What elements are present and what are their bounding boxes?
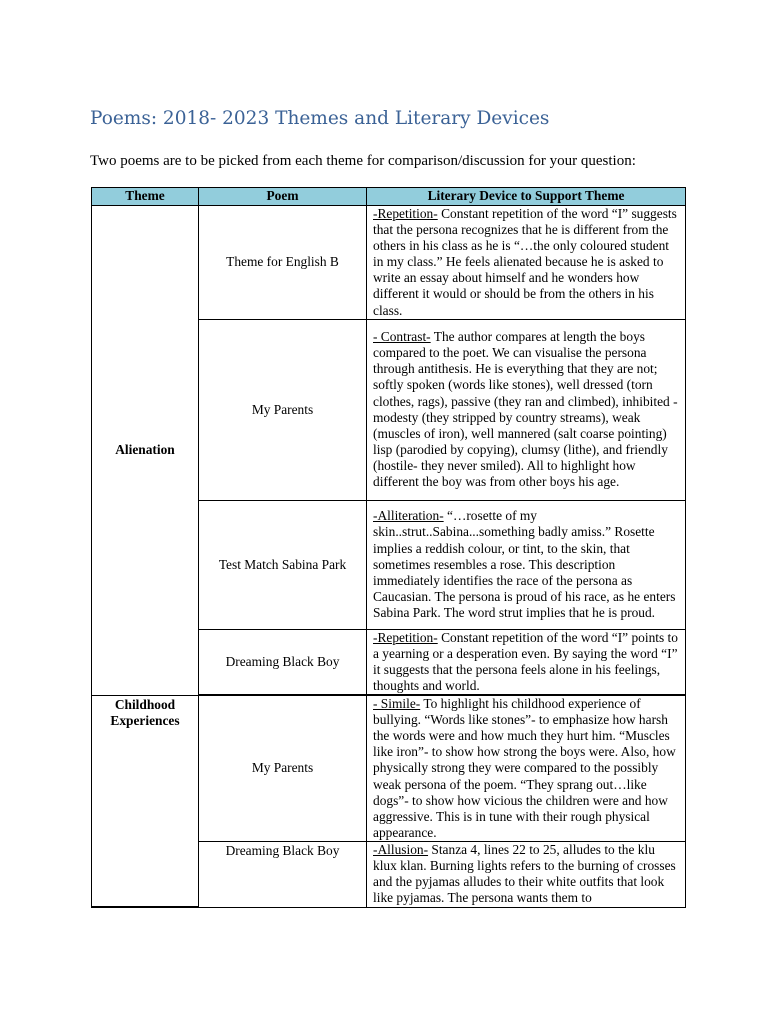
device-name: -Repetition- xyxy=(373,629,438,645)
device-text: Stanza 4, lines 22 to 25, alludes to the klu klux klan. Burning lights refers to the burning of crosses and the pyjamas alludes to their white outfits that look like pyjamas. The persona wants them to xyxy=(373,842,676,906)
device-text: Constant repetition of the word “I” suggests that the persona recognizes that he is different from the others in his class as he is “…the only coloured student in my class.” He feels alienated because he is asked to write an essay about himself and he wonders how different it would or should be from the others in his class. xyxy=(373,206,677,318)
device-text: The author compares at length the boys compared to the poet. We can visualise the persona through antithesis. He is everything that they are not; softly spoken (words like stones), well dressed (torn clothes, rags), passive (they ran and climbed), inhibited - modesty (they stripped by country streams), weak (muscles of iron), well mannered (salt coarse pointing) lisp (parodied by copying), clumsy (lithe), and friendly (hostile- they never smiled). All to highlight how different the boy was from other boys his age. xyxy=(373,329,678,490)
poem-cell: Test Match Sabina Park xyxy=(199,500,367,629)
poem-cell: Dreaming Black Boy xyxy=(199,841,367,907)
page-title: Poems: 2018- 2023 Themes and Literary Devices xyxy=(90,108,550,129)
header-device: Literary Device to Support Theme xyxy=(367,188,686,206)
device-name: - Contrast- xyxy=(373,329,431,345)
table-header-row xyxy=(92,188,686,206)
theme-cell-childhood-experiences: Childhood Experiences xyxy=(92,695,199,907)
device-cell xyxy=(367,695,686,841)
device-text: To highlight his childhood experience of bullying. “Words like stones”- to emphasize how harsh the words were and how much they hurt him. “Muscles like iron”- to show how strong the boys were. Also, how physically strong they were compared to the possibly weak persona of the poem. “They sprang out…like dogs”- to show how vicious the children were and how aggressive. This is in tune with their rough physical appearance. xyxy=(373,696,676,840)
device-text: “…rosette of my skin..strut..Sabina...something badly amiss.” Rosette implies a reddish colour, or tint, to the skin, that sometimes resembles a rose. This description immediately identifies the race of the persona as Caucasian. The persona is proud of his race, as he enters Sabina Park. The word strut implies that he is proud. xyxy=(373,508,676,620)
device-cell xyxy=(367,841,686,907)
poem-cell: Theme for English B xyxy=(199,206,367,320)
device-name: - Simile- xyxy=(373,696,421,712)
device-name: -Repetition- xyxy=(373,206,438,221)
header-theme: Theme xyxy=(92,188,199,206)
header-poem: Poem xyxy=(199,188,367,206)
device-cell xyxy=(367,206,686,320)
poem-cell: Dreaming Black Boy xyxy=(199,629,367,695)
poem-cell: My Parents xyxy=(199,695,367,841)
intro-text: Two poems are to be picked from each theme for comparison/discussion for your question: xyxy=(90,153,636,169)
themes-table xyxy=(91,187,686,908)
device-name: -Allusion- xyxy=(373,842,429,858)
table-row xyxy=(92,206,686,320)
device-cell xyxy=(367,629,686,695)
table-row xyxy=(92,695,686,841)
theme-cell-alienation: Alienation xyxy=(92,206,199,696)
device-cell xyxy=(367,319,686,500)
device-text: Constant repetition of the word “I” points to a yearning or a desperation even. By saying the word “I” it suggests that the persona feels alone in his feelings, thoughts and world. xyxy=(373,629,678,693)
poem-cell: My Parents xyxy=(199,319,367,500)
device-cell xyxy=(367,500,686,629)
device-name: -Alliteration- xyxy=(373,508,444,524)
